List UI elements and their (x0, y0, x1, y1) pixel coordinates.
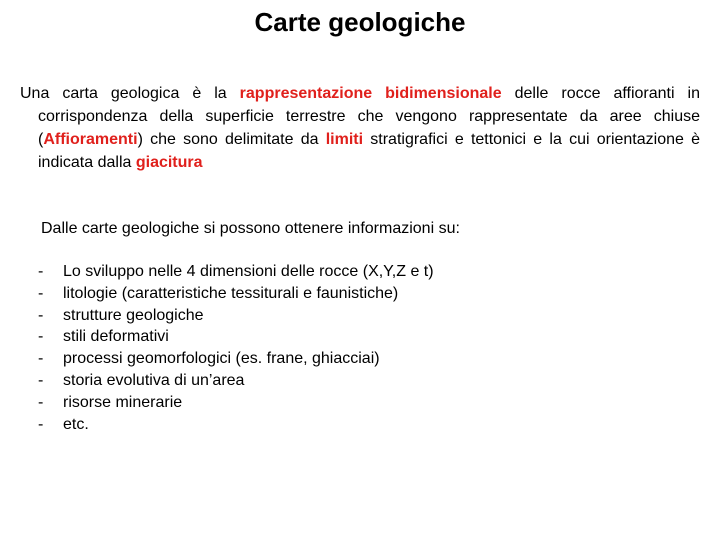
list-item-text: etc. (63, 415, 89, 433)
list-item (38, 392, 434, 414)
highlight-limiti: limiti (325, 131, 364, 148)
list-item-text: Lo sviluppo nelle 4 dimensioni delle rocce (X,Y,Z e t) (63, 263, 434, 280)
bullet-dash: - (38, 263, 44, 280)
bullet-dash: - (38, 328, 44, 346)
bullet-dash: - (38, 393, 44, 411)
list-item (38, 348, 434, 370)
list-item-text: strutture geologiche (63, 306, 204, 324)
bullet-dash: - (38, 284, 44, 302)
list-item-text: stili deformativi (63, 328, 169, 346)
list-item (38, 261, 434, 283)
intro-text-4: stratigrafici e tettonici e la cui orientazione è indicata dalla (38, 131, 701, 171)
list-item-text: processi geomorfologici (es. frane, ghiacciai) (63, 350, 380, 368)
intro-text-3: ) che sono delimitate da (137, 131, 326, 148)
list-item (38, 370, 434, 392)
list-item-text: litologie (caratteristiche tessiturali e faunistiche) (63, 284, 399, 302)
page-title: Carte geologiche (254, 7, 466, 37)
highlight-affioramenti: Affioramenti (43, 131, 138, 148)
list-item (38, 414, 434, 436)
bullet-dash: - (38, 415, 44, 433)
intro-paragraph (20, 82, 700, 174)
highlight-rappresentazione: rappresentazione bidimensionale (239, 85, 502, 102)
bullet-dash: - (38, 306, 44, 324)
list-item-text: storia evolutiva di un’area (63, 371, 245, 389)
list-item (38, 283, 434, 305)
bullet-dash: - (38, 371, 44, 389)
info-list (38, 261, 434, 435)
list-item (38, 326, 434, 348)
list-item (38, 305, 434, 327)
intro-text-1: Una carta geologica è la (20, 85, 240, 102)
list-item-text: risorse minerarie (63, 393, 183, 411)
highlight-giacitura: giacitura (135, 154, 203, 171)
intro-text-2: delle rocce affioranti in corrispondenza della superficie terrestre che vengono rappresentate da aree chiuse ( (38, 85, 700, 148)
bullet-dash: - (38, 350, 44, 368)
lead-sentence: Dalle carte geologiche si possono ottenere informazioni su: (41, 220, 460, 237)
